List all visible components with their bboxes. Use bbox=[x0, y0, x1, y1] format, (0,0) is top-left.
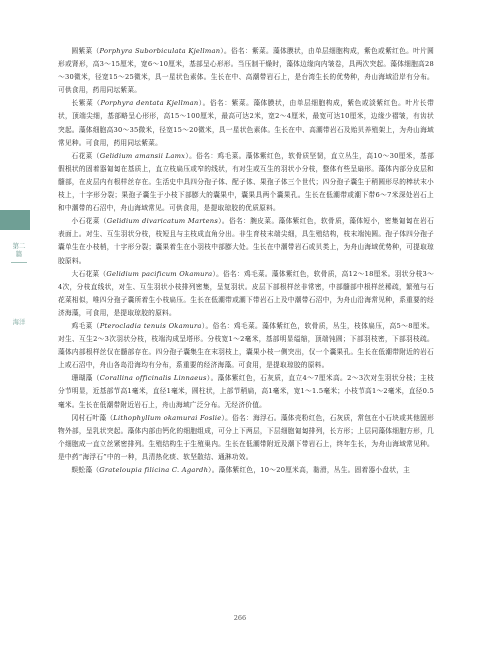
species-name: 蜈蚣藻 bbox=[71, 466, 93, 474]
latin-name: Porphyra Suborbiculata Kjellman bbox=[99, 47, 221, 55]
body-text bbox=[58, 45, 434, 477]
species-name: 圆紫菜 bbox=[71, 47, 93, 55]
species-description: ）。俗名：紫菜。藻体膜状，由单层细胞构成，紫色或紫红色。叶片圆形或肾形，高3～15厘米，宽6～10厘米，基部呈心形形。当压制干燥时，藻体边缘向内皱卷，具两次突起。藻体细胞高28～30微米，径宽15～25微米，具一星状色素体。生长在中、高潮带岩石上，是台湾生长的优势种，舟山海域沿岸有分布。可供食用，药用同坛紫菜。 bbox=[58, 47, 435, 95]
species-entry: 冈村石叶藻（Lithophyllum okamurai Foslie）。俗名：海浮石。藻体壳粉红色，石灰质，常包在小石块或其他固形物外部，呈乳状突起。藻体内部由钙化的细胞组成，可分上下两层，下层细胞匍匐排列，长方形；上层同藻体细胞方形，几个细胞成一直立丝紧密排列。生殖结构生于生殖巢内。生长在低潮带附近及潮下带岩石上，终年生长，为舟山海域常见种。是中药“海浮石”中的一种，具清热化痰、软坚散结、通淋功效。 bbox=[58, 413, 435, 461]
latin-name: Gelidium amansii Lamx bbox=[99, 151, 186, 160]
species-description: ）。藻体紫红色，石灰质，直立4～7厘米高。2～3次对生羽状分枝；主枝分节明显，近基部节高1毫米，直径1毫米，圆柱状，上部节稍扁，高1毫米，宽1～1.5毫米；小枝节高1～2毫米，直径0.5毫米。生长在低潮带附近岩石上，舟山海域广泛分布。无经济价值。 bbox=[58, 374, 435, 409]
species-description: ）。俗名：鸡毛菜。藻体紫红色，软骨质，丛生，枝体扁压，高5～8厘米。对生、互生2～3次羽状分枝，枝端沟成呈塔形。分枝宽1～2毫米，基部明显缢缩，顶端钝圆；下部羽枝密，下部羽枝疏。藻体内部根样丝仅在髓部存在。四分孢子囊集生在末羽枝上，囊果小枝一侧突出，仅一个囊果孔。生长在低潮带附近的岩石上或石沼中，舟山各岛沿海均有分布，系重要的经济海藻。可食用，是提取琼胶的原料。 bbox=[58, 321, 434, 370]
species-description: ）。俗名：腕皮菜。藻体紫红色，软骨质，藻体短小，密集匍匐在岩石表面上。对生、互生羽状分枝，枝短且与主枝成直角分出。非生育枝末端尖细，具生殖结构，枝末端钝圆。孢子体四分孢子囊单生在小枝梢，十字形分裂；囊果着生在小羽枝中部膨大处。生长在中潮带岩石或贝类上，为舟山海域优势种，可提取琼胶原料。 bbox=[58, 217, 435, 265]
species-name: 珊瑚藻 bbox=[71, 374, 93, 383]
species-name: 石花菜 bbox=[71, 151, 93, 160]
latin-name: Grateloupia filicina C. Agardh bbox=[99, 466, 209, 474]
page-number: 266 bbox=[233, 614, 247, 622]
latin-name: Gelidium divaricatum Martens bbox=[106, 217, 219, 226]
latin-name: Pterocladia tenuis Okamura bbox=[99, 321, 202, 330]
chapter-tab-marker bbox=[0, 210, 30, 230]
species-description: ）。俗名：海浮石。藻体壳粉红色，石灰质，常包在小石块或其他固形物外部，呈乳状突起。藻体内部由钙化的细胞组成，可分上下两层，下层细胞匍匐排列，长方形；上层同藻体细胞方形，几个细胞成一直立丝紧密排列。生殖结构生于生殖巢内。生长在低潮带附近及潮下带岩石上，终年生长，为舟山海域常见种。是中药“海浮石”中的一种，具清热化痰、软坚散结、通淋功效。 bbox=[58, 413, 435, 461]
latin-name: Lithophyllum okamurai Foslie bbox=[113, 413, 222, 422]
species-name: 长紫菜 bbox=[71, 99, 94, 108]
species-name: 小石花菜 bbox=[71, 217, 100, 226]
species-entry: 鸡毛菜（Pterocladia tenuis Okamura）。俗名：鸡毛菜。藻体紫红色，软骨质，丛生，枝体扁压，高5～8厘米。对生、互生2～3次羽状分枝，枝端沟成呈塔形。分枝宽1～2毫米，基部明显缢缩，顶端钝圆；下部羽枝密，下部羽枝疏。藻体内部根样丝仅在髓部存在。四分孢子囊集生在末羽枝上，囊果小枝一侧突出，仅一个囊果孔。生长在低潮带附近的岩石上或石沼中，舟山各岛沿海均有分布，系重要的经济海藻。可食用，是提取琼胶的原料。 bbox=[58, 321, 434, 370]
species-entry: 蜈蚣藻（Grateloupia filicina C. Agardh）。藻体紫红色，10～20厘米高，黏滑，丛生。固着器小盘状，主 bbox=[71, 466, 411, 474]
species-name: 冈村石叶藻 bbox=[71, 413, 107, 422]
section-label: 海洋 bbox=[12, 318, 26, 326]
species-name: 鸡毛菜 bbox=[71, 321, 93, 330]
species-entry: 长紫菜（Porphyra dentata Kjellman）。俗名：紫菜。藻体膜状，由单层细胞构成，紫色或淡紫红色。叶片长带状，顶端尖细，基部略呈心形形，高15～100厘米，最高可达2米，宽2～4厘米，最宽可达10厘米，边缘少褶皱，有齿状突起。藻体细胞高30～35微米，径宽15～20微米，具一星状色素体。生长在中、高潮带岩石及贻贝养殖架上，为舟山海域常见种。可食用，药用同坛紫菜。 bbox=[58, 99, 435, 147]
chapter-label: 第二篇 bbox=[12, 242, 26, 258]
species-entry: 石花菜（Gelidium amansii Lamx）。俗名：鸡毛菜。藻体紫红色，软骨质坚韧，直立丛生，高10～30厘米，基部假根状的固着器匍匐在基质上，直立枝扁压或窄的线状，有对生或互生的羽状小分枝，整体有些呈扇形。藻体内部分皮层和髓部，在皮层内有根样丝存在。生活史中具四分孢子体、配子体、果孢子体三个世代；四分孢子囊生于稍圆形尽的棒状末小枝上，十字形分裂；果孢子囊生于小枝下部膨大的囊果中，囊果具两个囊果孔。生长在低潮带或潮下带6～7米深处岩石上和中潮带的石沼中，舟山海域常见。可供食用，是提取琼胶的优质原料。 bbox=[58, 151, 435, 213]
species-entry: 大石花菜（Gelidium pacificum Okamura）。俗名：鸡毛菜。藻体紫红色，软骨质，高12～18厘米。羽状分枝3～4次，分枝直线状，对生、互生羽状小枝排列密集，呈复羽状。皮层下部根样丝非常密，中部髓部中根样丝稀疏，繁殖与石花菜相似，唯四分孢子囊所着生小枝扁压。生长在低潮带或潮下带岩石上及中潮带石沼中，为舟山沿海常见种，系重要的经济海藻，可食用，是提取琼胶的原料。 bbox=[58, 269, 435, 317]
latin-name: Corallina officinalis Linnaeus bbox=[99, 374, 207, 383]
species-description: ）。俗名：鸡毛菜。藻体紫红色，软骨质坚韧，直立丛生，高10～30厘米，基部假根状的固着器匍匐在基质上，直立枝扁压或窄的线状，有对生或互生的羽状小分枝，整体有些呈扇形。藻体内部分皮层和髓部，在皮层内有根样丝存在。生活史中具四分孢子体、配子体、果孢子体三个世代；四分孢子囊生于稍圆形尽的棒状末小枝上，十字形分裂；果孢子囊生于小枝下部膨大的囊果中，囊果具两个囊果孔。生长在低潮带或潮下带6～7米深处岩石上和中潮带的石沼中，舟山海域常见。可供食用，是提取琼胶的优质原料。 bbox=[58, 151, 435, 213]
latin-name: Porphyra dentata Kjellman bbox=[100, 99, 199, 108]
species-description: ）。俗名：鸡毛菜。藻体紫红色，软骨质，高12～18厘米。羽状分枝3～4次，分枝直线状，对生、互生羽状小枝排列密集，呈复羽状。皮层下部根样丝非常密，中部髓部中根样丝稀疏，繁殖与石花菜相似，唯四分孢子囊所着生小枝扁压。生长在低潮带或潮下带岩石上及中潮带石沼中，为舟山沿海常见种，系重要的经济海藻，可食用，是提取琼胶的原料。 bbox=[58, 269, 435, 317]
sidebar-divider bbox=[11, 262, 27, 263]
species-entry: 小石花菜（Gelidium divaricatum Martens）。俗名：腕皮菜。藻体紫红色，软骨质，藻体短小，密集匍匐在岩石表面上。对生、互生羽状分枝，枝短且与主枝成直角分出。非生育枝末端尖细，具生殖结构，枝末端钝圆。孢子体四分孢子囊单生在小枝梢，十字形分裂；囊果着生在小羽枝中部膨大处。生长在中潮带岩石或贝类上，为舟山海域优势种，可提取琼胶原料。 bbox=[58, 217, 435, 265]
latin-name: Gelidium pacificum Okamura bbox=[106, 269, 213, 278]
species-description: ）。藻体紫红色，10～20厘米高，黏滑，丛生。固着器小盘状，主 bbox=[208, 466, 411, 474]
species-description: ）。俗名：紫菜。藻体膜状，由单层细胞构成，紫色或淡紫红色。叶片长带状，顶端尖细，基部略呈心形形，高15～100厘米，最高可达2米，宽2～4厘米，最宽可达10厘米，边缘少褶皱，有齿状突起。藻体细胞高30～35微米，径宽15～20微米，具一星状色素体。生长在中、高潮带岩石及贻贝养殖架上，为舟山海域常见种。可食用，药用同坛紫菜。 bbox=[58, 99, 435, 147]
species-entry: 珊瑚藻（Corallina officinalis Linnaeus）。藻体紫红色，石灰质，直立4～7厘米高。2～3次对生羽状分枝；主枝分节明显，近基部节高1毫米，直径1毫米，圆柱状，上部节稍扁，高1毫米，宽1～1.5毫米；小枝节高1～2毫米，直径0.5毫米。生长在低潮带附近岩石上，舟山海域广泛分布。无经济价值。 bbox=[58, 374, 435, 409]
species-name: 大石花菜 bbox=[71, 269, 100, 278]
species-entry: 圆紫菜（Porphyra Suborbiculata Kjellman）。俗名：紫菜。藻体膜状，由单层细胞构成，紫色或紫红色。叶片圆形或肾形，高3～15厘米，宽6～10厘米，基部呈心形形。当压制干燥时，藻体边缘向内皱卷，具两次突起。藻体细胞高28～30微米，径宽15～25微米，具一星状色素体。生长在中、高潮带岩石上，是台湾生长的优势种，舟山海域沿岸有分布。可供食用，药用同坛紫菜。 bbox=[58, 47, 435, 95]
